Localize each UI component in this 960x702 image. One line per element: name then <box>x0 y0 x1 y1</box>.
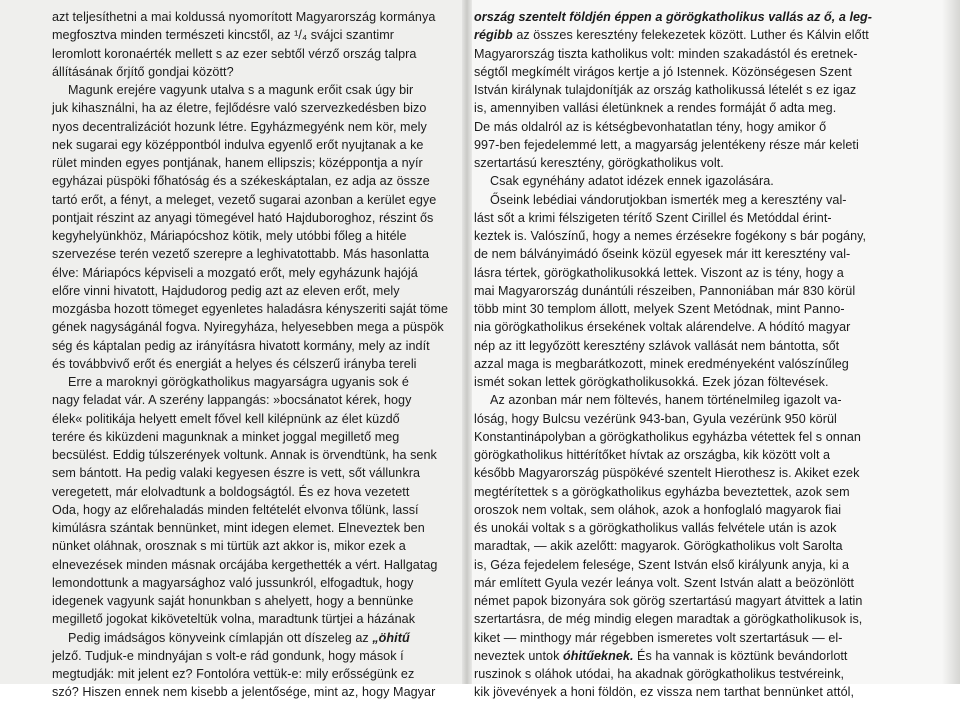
text-line: azt teljesíthetni a mai koldussá nyomorított Magyarország kormánya <box>52 10 436 24</box>
text-line: lást sőt a krimi félszigeten térítő Szent Cirillel és Metóddal érint- <box>474 210 832 225</box>
text-line: 997-ben fejedelemmé lett, a magyarság jelentékeny része már keleti <box>474 137 859 152</box>
text-line: lemondottunk a magyarsághoz való jussunkról, elfogadtuk, hogy <box>52 575 414 590</box>
text-line: kiket — minthogy már régebben ismeretes volt szertartásuk — el- <box>474 630 843 645</box>
text-line: nek sugarai egy középpontból indulva egyenlő erőt nyujtanak a ke <box>52 137 424 152</box>
text-line: nagy feladat vár. A szerény lappangás: »bocsánatot kérek, hogy <box>52 393 412 408</box>
text-line: azzal maga is megbarátkozott, minek eredményeként valószínűleg <box>474 356 849 371</box>
text-line: szervezése terén vezető szerepre a leghivatottabb. Más hasonlatta <box>52 247 430 262</box>
text-line: István királynak tulajdonítják az ország katholikussá lételét s ez igaz <box>474 83 857 97</box>
text-line: terére és kiküzdeni magunknak a minket joggal megillető meg <box>52 429 400 444</box>
text-line: kik jövevények a honi földön, ez vissza nem tarthat bennünket attól, <box>474 685 855 700</box>
text-line: becsülést. Eddig túlszerények voltunk. Annak is örvendtünk, ha senk <box>52 448 437 462</box>
text-line: ségtől megkímélt virágos kertje a jó Istennek. Közönségesen Szent <box>474 64 852 79</box>
text-line: és továbbvivő erőt és energiát a helyes és célszerű irányba tereli <box>52 356 417 371</box>
text-line: de nem bálványimádó őseink közül egyesek már itt keresztény val- <box>474 247 851 262</box>
text-line: megfosztva minden természeti kincstől, az ¹/₄ svájci szantimr <box>52 28 395 43</box>
text-line: maradtak, — akik azelőtt: magyarok. Görögkatholikus volt Sarolta <box>474 539 843 554</box>
text-line: már említett Gyula vezér leánya volt. Szent István alatt a beözönlött <box>474 575 855 590</box>
text-line: De más oldalról az is kétségbevonhatatlan tény, hogy amikor ő <box>474 119 827 134</box>
text-line: Csak egynéhány adatot idézek ennek igazolására. <box>490 174 774 189</box>
text-line: sem bántott. Ha pedig valaki kegyesen észre is vett, sőt vállunkra <box>52 466 421 481</box>
text-line: gének nagyságánál fogva. Nyiregyháza, helyesebben mega a püspök <box>52 320 444 335</box>
text-line: görögkatholikus hittérítőket hívtak az országba, kik között volt a <box>474 448 831 462</box>
text-line: megtudják: mit jelent ez? Fontolóra vettük-e: mily erősségünk ez <box>52 667 415 681</box>
text-line: Magunk erejére vagyunk utalva s a magunk erőit csak úgy bir <box>68 83 414 97</box>
text-line: Őseink lebédiai vándorutjokban ismerték meg a keresztény val- <box>490 192 847 207</box>
text-line: élve: Máriapócs képviseli a mozgató erőt, mely egyházunk hajójá <box>52 265 418 280</box>
text-line: német papok bizonyára sok görög szertartású magyart átvittek a latin <box>474 594 863 608</box>
text-line: régibb az összes keresztény felekezetek között. Luther és Kálvin előtt <box>474 28 869 43</box>
text-line: ismét sokan lettek görögkatholikusokká. Ezek józan föltevések. <box>474 375 829 389</box>
text-line: egyházai püspöki főhatóság és a székeskáptalan, ez adja az össze <box>52 174 430 189</box>
text-line: leromlott koronaérték mellett s az ezer sebtől vérző ország talpra <box>52 46 417 61</box>
text-line: Magyarország tiszta katholikus volt: minden szakadástól és eretnek- <box>474 46 858 61</box>
text-line: veregetett, már elolvadtunk a boldogságtól. És ez hova vezetett <box>52 484 410 499</box>
text-line: rület minden egyes pontjának, hanem ellipszis; középpontja a nyír <box>52 156 423 170</box>
text-line: szó? Hiszen ennek nem kisebb a jelentősége, mint az, hogy Magyar <box>52 685 436 700</box>
text-line: elnevezések minden másnak orcájába kergethették a vért. Hallgatag <box>52 557 438 572</box>
text-line: is, Géza fejedelem felesége, Szent István első királyunk anyja, ki a <box>474 557 850 572</box>
text-line: Konstantinápolyban a görögkatholikus egyházba vétettek fel s onnan <box>474 429 861 444</box>
text-line: mozgásba hozott tömeget egyenletes haladásra kényszeriti saját töme <box>52 302 449 316</box>
text-line: élek« politikája helyett emelt fővel kell kilépnünk az élet küzdő <box>52 411 400 426</box>
text-line: kegyhelyünkhöz, Máriapócshoz kötik, mely utóbbi főleg a hitéle <box>52 229 407 243</box>
text-line: neveztek untok óhitűeknek. És ha vannak is köztünk bevándorlott <box>474 648 848 663</box>
text-line: szertartásra, de még mindig elegen maradtak a görögkatholikusok is, <box>474 612 863 627</box>
text-line: előre vinni hivatott, Hajdudorog pedig azt az eleven erőt, mely <box>52 283 400 298</box>
text-line: ország szentelt földjén éppen a görögkatholikus vallás az ő, a leg- <box>474 10 873 24</box>
text-line: keztek is. Valószínű, hogy a nemes érzésekre fogékony s bár pogány, <box>474 229 867 243</box>
text-line: nyos decentralizációt hozunk létre. Egyházmegyénk nem kör, mely <box>52 119 427 134</box>
text-line: megillető jogokat kiköveteltük volna, maradtunk türtjei a házának <box>52 612 416 627</box>
text-line: jelző. Tudjuk-e mindnyájan s volt-e rád gondunk, hogy mások í <box>52 648 404 663</box>
text-line: juk kihasználni, ha az életre, fejlődésre való szervezkedésben bizo <box>52 101 427 116</box>
text-line: oroszok nem voltak, sem oláhok, azok a honfoglaló magyarok fiai <box>474 502 842 517</box>
text-line: Erre a maroknyi görögkatholikus magyarságra ugyanis sok é <box>68 375 409 389</box>
text-line: több mint 30 templom állott, melyek Szent Metódnak, mint Panno- <box>474 302 845 316</box>
text-line: nünket oláhnak, orosznak s mi türtük azt akkor is, mikor ezek a <box>52 539 406 554</box>
text-line: Pedig imádságos könyveink címlapján ott díszeleg az „öhitű <box>68 630 410 645</box>
text-line: kimúlásra szántak bennünket, mint idegen elemet. Elneveztek ben <box>52 521 425 535</box>
text-line: ség és káptalan pedig az irányításra hivatott kormány, mely az indít <box>52 338 430 353</box>
left-text-column <box>52 8 464 702</box>
text-line: is, amennyiben vallási életünknek a rendes formáját ő adta meg. <box>474 101 837 116</box>
text-line: ruszinok s oláhok utódai, ha akadnak görögkatholikus testvéreink, <box>474 667 845 681</box>
right-text-column <box>474 8 946 702</box>
text-line: később Magyarország püspökévé szentelt Hierothesz is. Akiket ezek <box>474 466 860 481</box>
text-line: idegenek vagyunk saját honunkban s ahelyett, hogy a bennünke <box>52 594 414 608</box>
text-line: szertartású keresztény, görögkatholikus volt. <box>474 156 724 170</box>
text-line: és unokái voltak s a görögkatholikus vallás felvétele után is azok <box>474 521 837 535</box>
text-line: Az azonban már nem föltevés, hanem történelmileg igazolt va- <box>490 393 842 408</box>
text-line: tartó erőt, a fényt, a meleget, vezető sugarai azonban a kerület egye <box>52 192 437 207</box>
text-line: állításának őrjítő gondjai között? <box>52 64 234 79</box>
text-line: nép az itt legyőzött keresztény szlávok vallását nem bántotta, sőt <box>474 338 840 353</box>
text-line: pontjait részint az anyagi tömegével ható Hajduboroghoz, részint ős <box>52 210 434 225</box>
text-line: lóság, hogy Bulcsu vezérünk 943-ban, Gyula vezérünk 950 körül <box>474 411 837 426</box>
text-line: lásra tértek, görögkatholikusokká lettek. Viszont az is tény, hogy a <box>474 265 844 280</box>
text-line: megtérítettek s a görögkatholikus egyházba beveztettek, azok sem <box>474 484 850 499</box>
text-line: nia görögkatholikus érsekének voltak alárendelve. A hódító magyar <box>474 320 851 335</box>
text-line: Oda, hogy az előrehaladás minden feltételét elvonva tőlünk, lassí <box>52 502 419 517</box>
text-line: mai Magyarország dunántúli részeiben, Pannoniában már 830 körül <box>474 283 856 298</box>
